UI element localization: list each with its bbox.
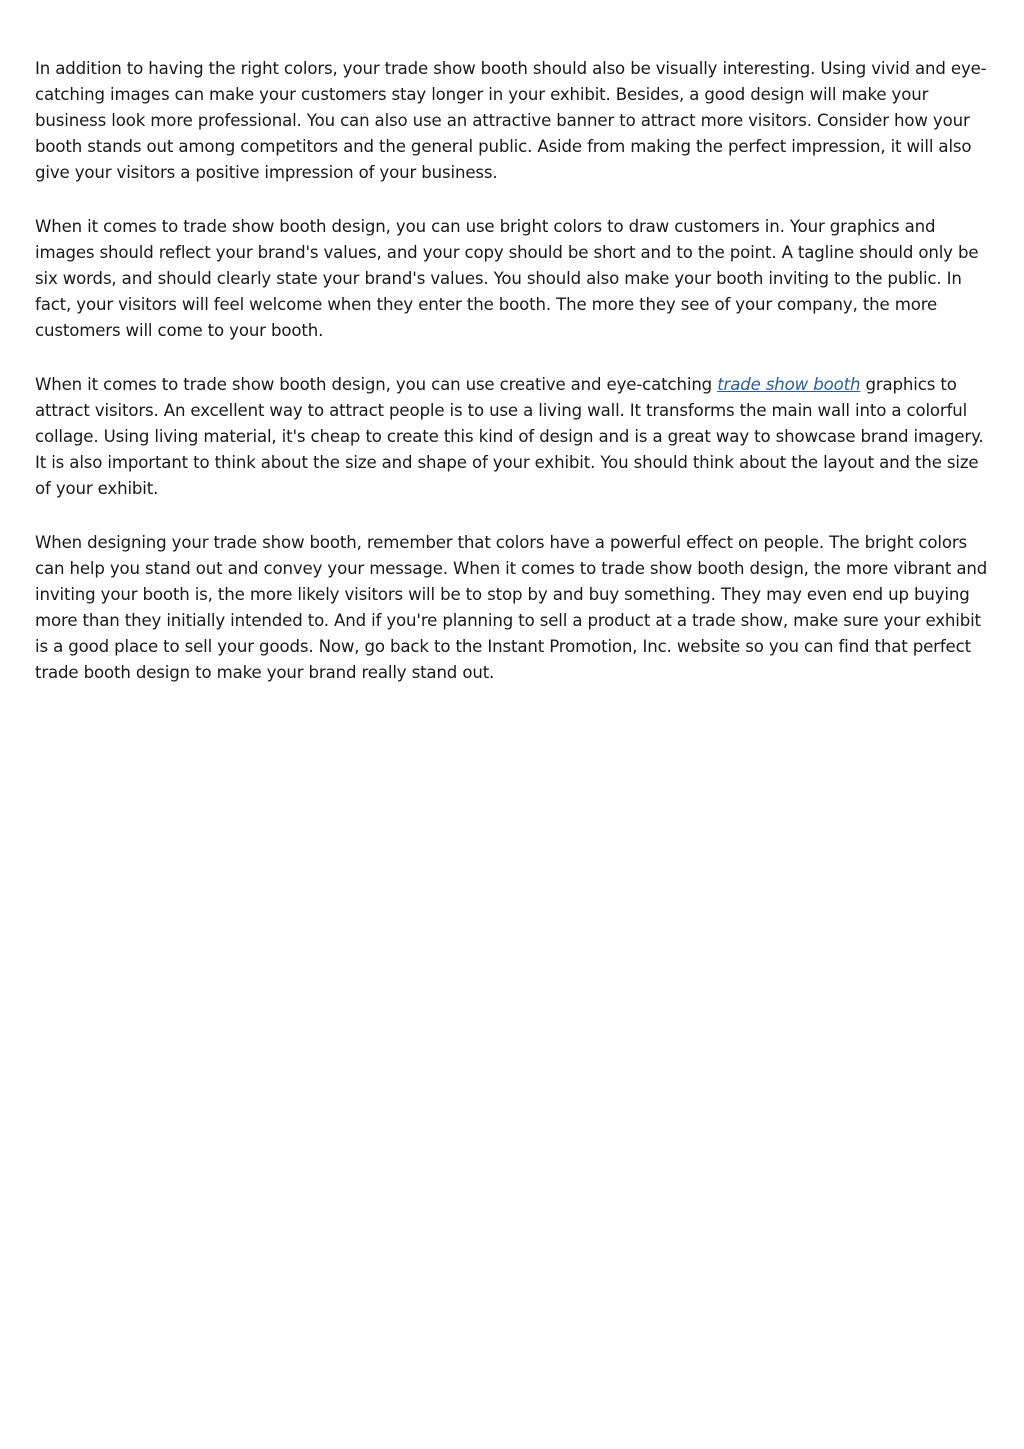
paragraph-3-text-after-link: graphics to attract visitors. An excellent way to attract people is to use a living wall. It transforms the main wall into a colorful collage. Using living material, it's cheap to create this kind of design and is a great way to showcase brand imagery. It is also important to think about the size and shape of your exhibit. You should think about the layout and the size of your exhibit.: [35, 375, 984, 498]
trade-show-booth-link[interactable]: trade show booth: [717, 375, 861, 394]
article-body: [35, 56, 995, 714]
paragraph-3-text-before-link: When it comes to trade show booth design, you can use creative and eye-catching: [35, 375, 718, 394]
paragraph-2: When it comes to trade show booth design, you can use bright colors to draw customers in. Your graphics and images should reflect your brand's values, and your copy should be short and to the point. A tagline should only be six words, and should clearly state your brand's values. You should also make your booth inviting to the public. In fact, your visitors will feel welcome when they enter the booth. The more they see of your company, the more customers will come to your booth.: [35, 217, 979, 340]
paragraph-1: In addition to having the right colors, your trade show booth should also be visually interesting. Using vivid and eye-catching images can make your customers stay longer in your exhibit. Besides, a good design will make your business look more professional. You can also use an attractive banner to attract more visitors. Consider how your booth stands out among competitors and the general public. Aside from making the perfect impression, it will also give your visitors a positive impression of your business.: [35, 59, 987, 182]
paragraph-4: When designing your trade show booth, remember that colors have a powerful effect on people. The bright colors can help you stand out and convey your message. When it comes to trade show booth design, the more vibrant and inviting your booth is, the more likely visitors will be to stop by and buy something. They may even end up buying more than they initially intended to. And if you're planning to sell a product at a trade show, make sure your exhibit is a good place to sell your goods. Now, go back to the Instant Promotion, Inc. website so you can find that perfect trade booth design to make your brand really stand out.: [35, 533, 988, 682]
paragraph-3: [35, 372, 995, 502]
